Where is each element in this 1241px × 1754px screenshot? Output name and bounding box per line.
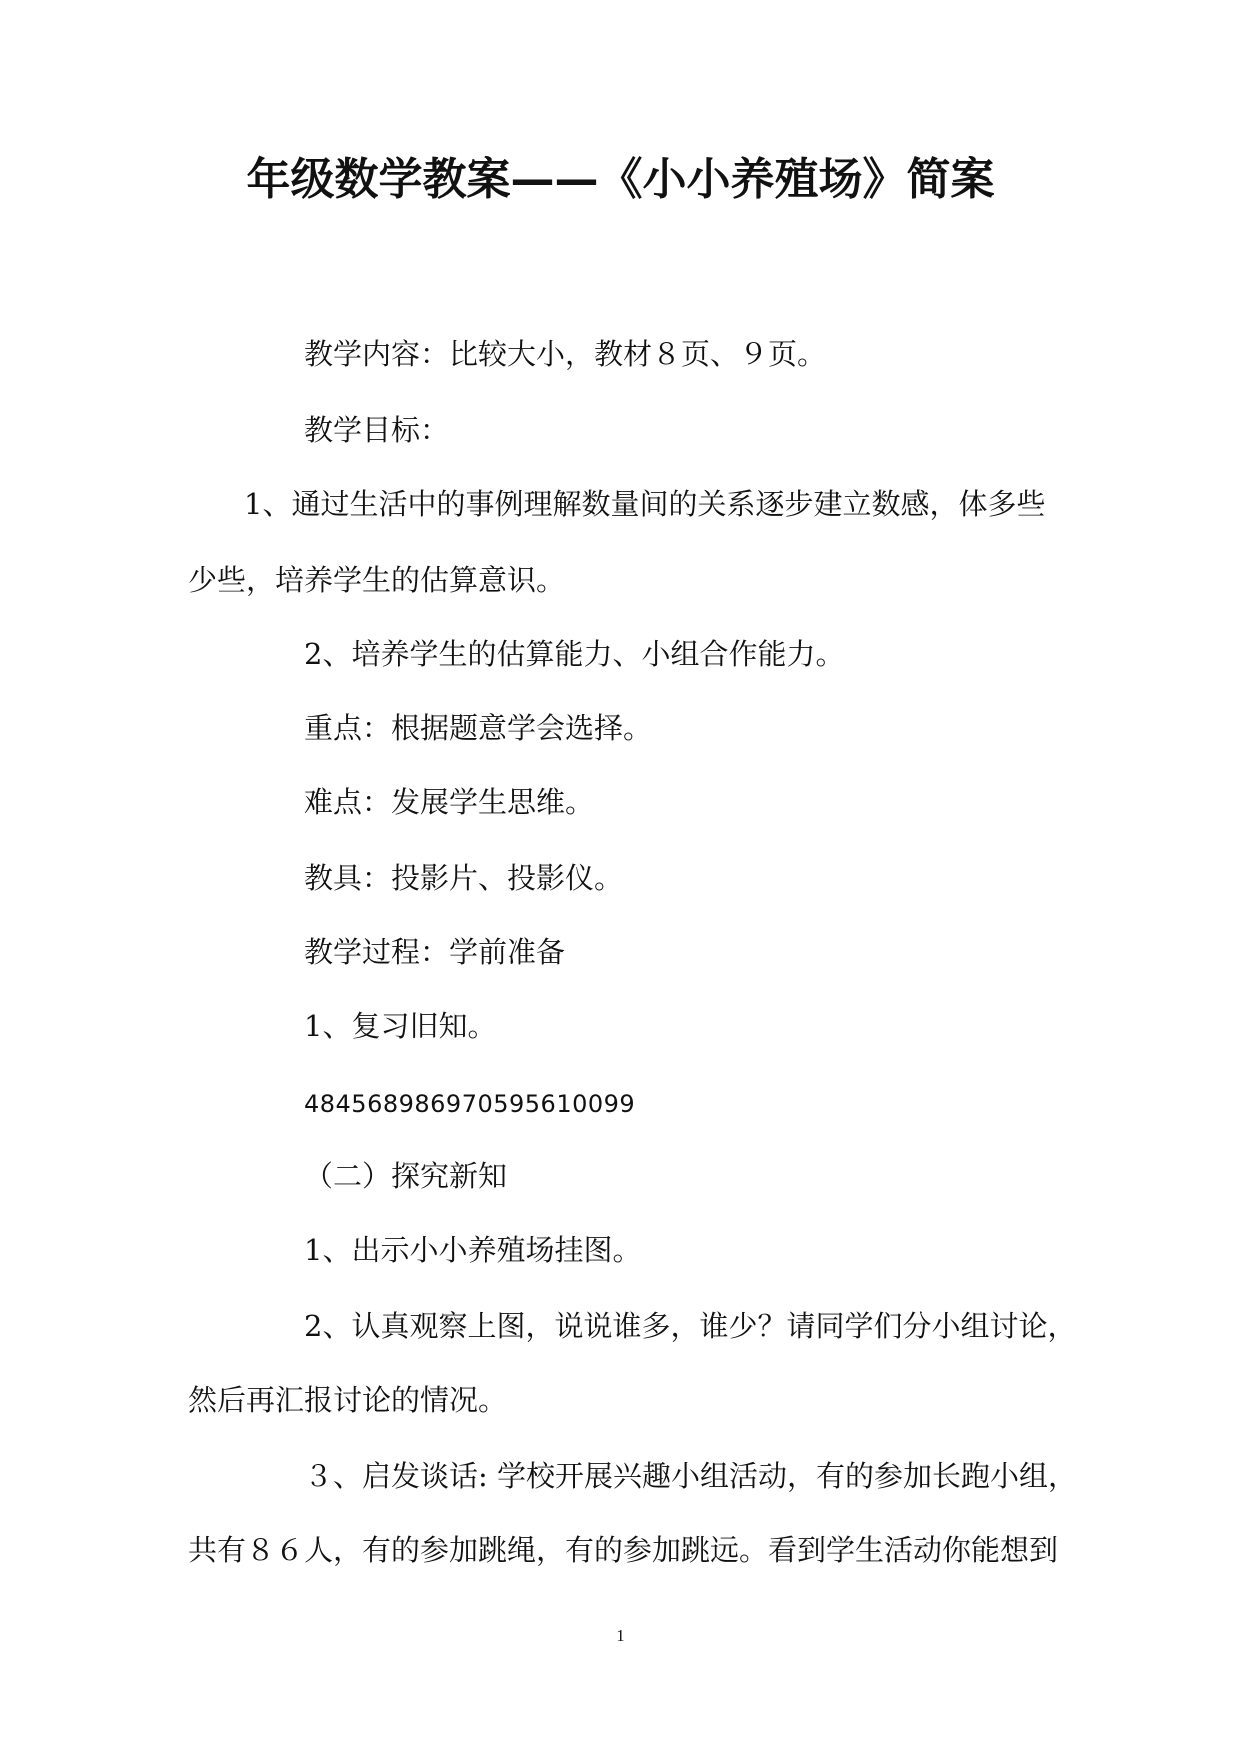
paragraph-goal-1-line-1: 1、通过生活中的事例理解数量间的关系逐步建立数感，体多些 xyxy=(244,487,1046,521)
paragraph-difficulty: 难点：发展学生思维。 xyxy=(304,785,595,819)
paragraph-teaching-tools: 教具：投影片、投影仪。 xyxy=(304,861,624,895)
paragraph-teaching-content: 教学内容：比较大小，教材８页、９页。 xyxy=(304,337,827,371)
paragraph-number-sequence: 484568986970595610099 xyxy=(304,1090,636,1118)
paragraph-goal-1-line-2: 少些，培养学生的估算意识。 xyxy=(188,563,566,597)
paragraph-review: 1、复习旧知。 xyxy=(304,1009,497,1043)
paragraph-observe-line-1: 2、认真观察上图，说说谁多，谁少？请同学们分小组讨论， xyxy=(304,1309,1077,1343)
paragraph-inspire-line-2: 共有８６人，有的参加跳绳，有的参加跳远。看到学生活动你能想到 xyxy=(188,1533,1059,1567)
paragraph-observe-line-2: 然后再汇报讨论的情况。 xyxy=(188,1383,508,1417)
paragraph-teaching-goals-heading: 教学目标： xyxy=(304,413,450,447)
paragraph-key-point: 重点：根据题意学会选择。 xyxy=(304,711,653,745)
paragraph-teaching-process: 教学过程：学前准备 xyxy=(304,935,566,969)
paragraph-explore-new: （二）探究新知 xyxy=(304,1159,508,1193)
paragraph-goal-2: 2、培养学生的估算能力、小组合作能力。 xyxy=(304,637,845,671)
page-number: 1 xyxy=(616,1626,625,1645)
paragraph-inspire-line-1: ３、启发谈话: 学校开展兴趣小组活动，有的参加长跑小组， xyxy=(304,1459,1077,1493)
document-title: 年级数学教案——《小小养殖场》简案 xyxy=(246,154,995,205)
paragraph-show-chart: 1、出示小小养殖场挂图。 xyxy=(304,1233,642,1267)
